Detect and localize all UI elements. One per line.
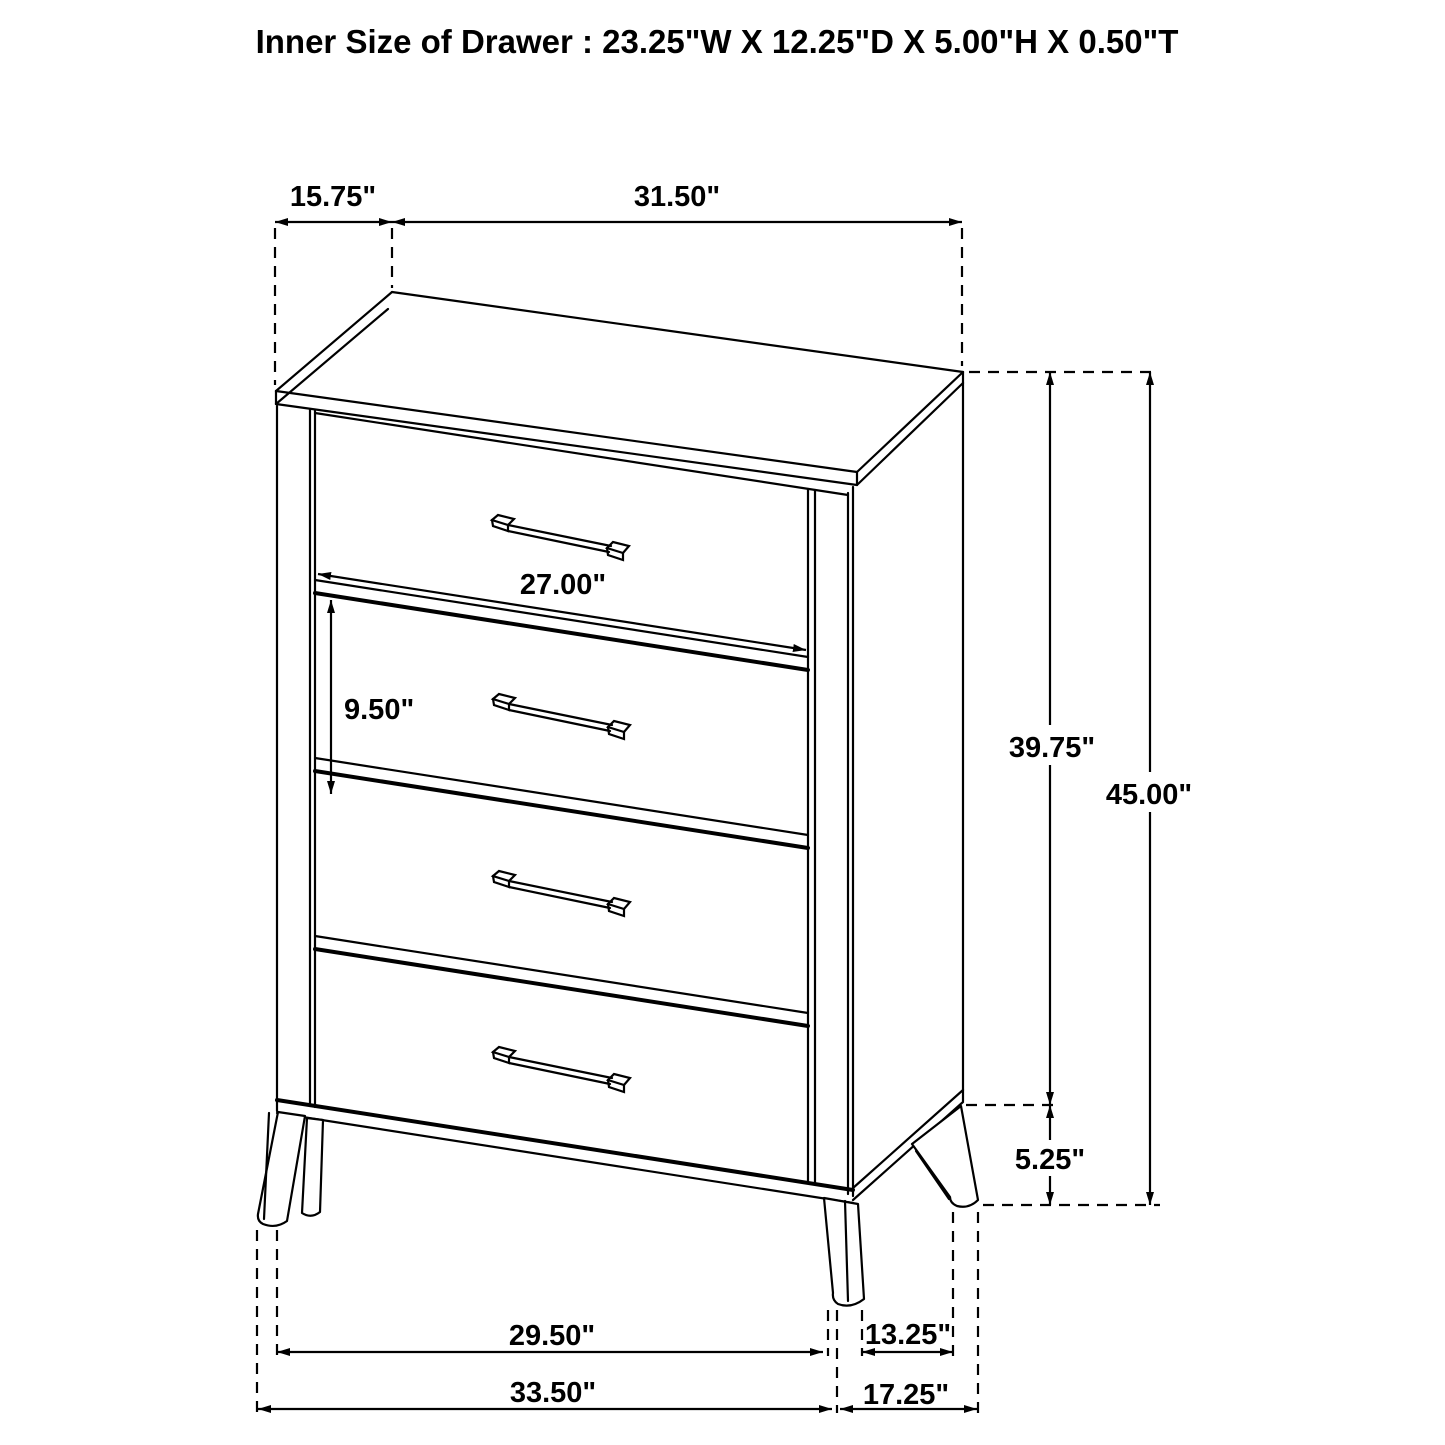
dim-front-feet-inner-span-label: 29.50" (508, 1320, 596, 1352)
dim-front-feet-outer-span-label: 33.50" (509, 1377, 597, 1409)
front-right-leg (824, 1198, 864, 1306)
dim-top-depth-label: 15.75" (289, 181, 377, 213)
dim-side-feet-outer-span-label: 17.25" (862, 1379, 950, 1411)
dim-top-width-label: 31.50" (633, 181, 721, 213)
dim-drawer-front-height-label: 9.50" (344, 694, 415, 726)
rear-left-leg (302, 1118, 323, 1216)
diagram-title: Inner Size of Drawer : 23.25"W X 12.25"D X 5.00"H X 0.50"T (255, 23, 1179, 60)
dim-side-feet-inner-span-label: 13.25" (864, 1319, 952, 1351)
dim-case-height-label: 39.75" (1008, 732, 1096, 764)
front-face (277, 404, 853, 1202)
right-side-face (853, 383, 963, 1196)
dim-drawer-opening-width-label: 27.00" (519, 569, 607, 601)
dim-leg-height-label: 5.25" (1014, 1144, 1086, 1176)
dim-overall-height-label: 45.00" (1105, 779, 1193, 811)
dresser-drawing (258, 292, 978, 1306)
